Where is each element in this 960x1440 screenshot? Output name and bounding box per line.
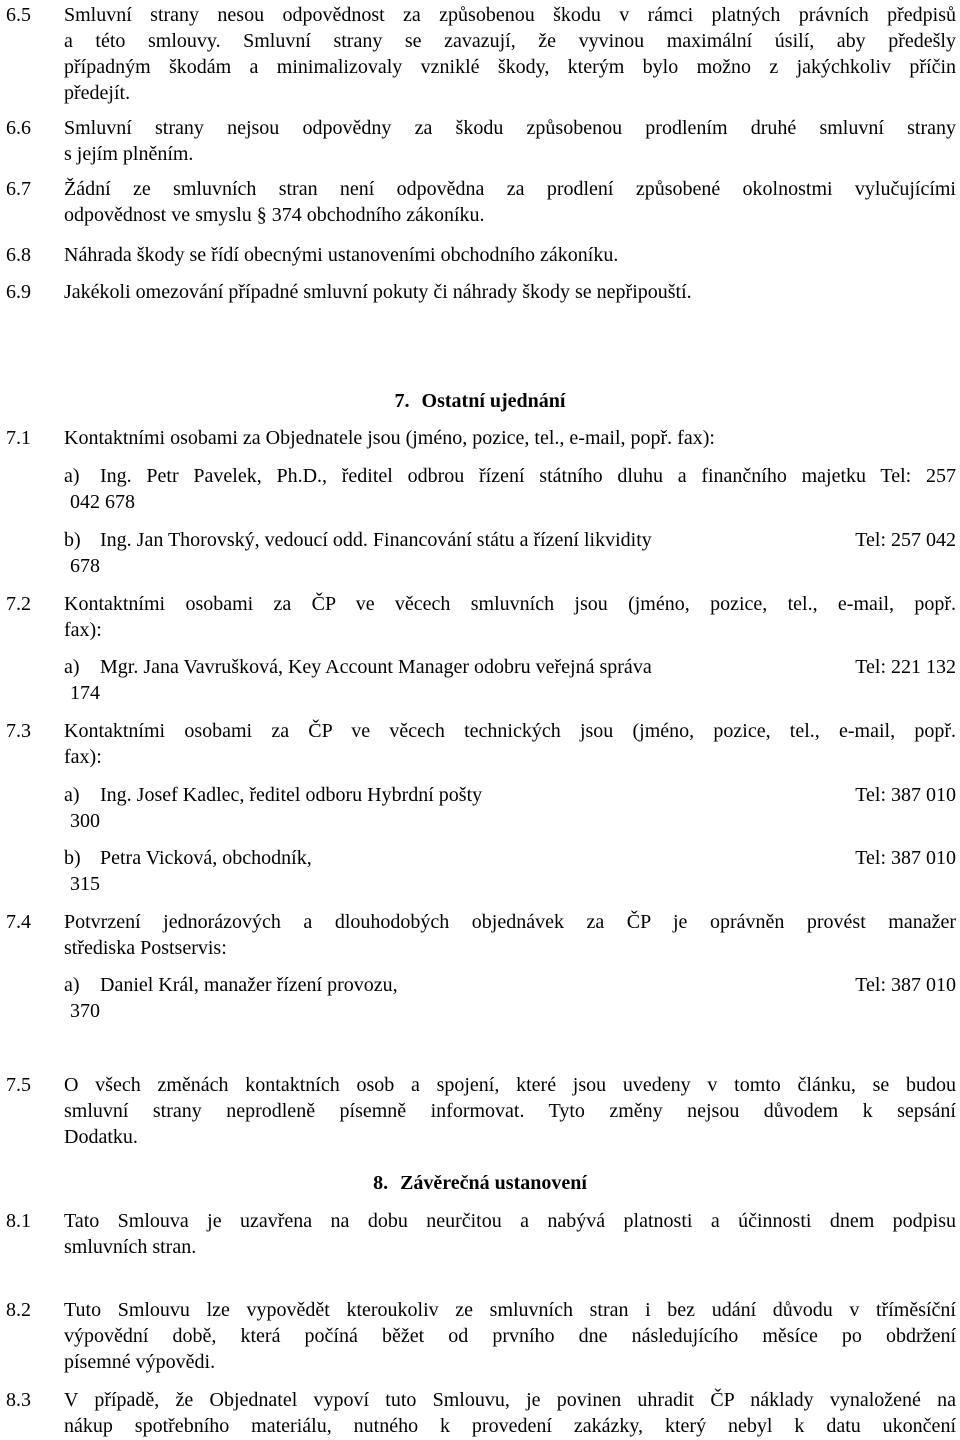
clause-number: 6.8	[6, 244, 31, 266]
clause-number: 6.5	[6, 4, 31, 26]
clause-text	[64, 2, 956, 106]
list-letter: b)	[64, 529, 81, 551]
clause-text: Jakékoli omezování případné smluvní pokuty či náhrady škody se nepřipouští.	[64, 281, 692, 303]
contact-name: Mgr. Jana Vavrušková, Key Account Manager odobru veřejná správa	[100, 656, 652, 678]
contact-phone: Tel: 221 132	[855, 656, 956, 678]
contact-phone: Tel: 387 010	[855, 847, 956, 869]
clause-number: 7.1	[6, 427, 31, 449]
contact-text	[100, 463, 956, 489]
text-line: Ing. Petr Pavelek, Ph.D., ředitel odbrou řízení státního dluhu a finančního majetku Tel: 257	[100, 465, 956, 487]
text-line: Smluvní strany nejsou odpovědny za škodu způsobenou prodlením druhé smluvní strany	[64, 117, 956, 139]
text-line: Potvrzení jednorázových a dlouhodobých objednávek za ČP je oprávněn provést manažer	[64, 911, 956, 933]
heading-title: Závěrečná ustanovení	[400, 1172, 587, 1194]
contact-continuation: 678	[70, 555, 100, 577]
contact-name: Daniel Král, manažer řízení provozu,	[100, 974, 398, 996]
text-line: s jejím plněním.	[64, 143, 194, 165]
text-line: písemné výpovědi.	[64, 1351, 216, 1373]
text-line: a této smlouvy. Smluvní strany se zavazují, že vyvinou maximální úsilí, aby předešly	[64, 30, 956, 52]
clause-text	[64, 718, 956, 770]
text-line: Kontaktními osobami za ČP ve věcech technických jsou (jméno, pozice, tel., e-mail, popř.	[64, 720, 956, 742]
text-line: Dodatku.	[64, 1126, 138, 1148]
text-line: Kontaktními osobami za ČP ve věcech smluvních jsou (jméno, pozice, tel., e-mail, popř.	[64, 593, 956, 615]
clause-text: Náhrada škody se řídí obecnými ustanoveními obchodního zákoníku.	[64, 244, 619, 266]
clause-number: 6.6	[6, 117, 31, 139]
list-letter: a)	[64, 784, 80, 806]
text-line: smluvních stran.	[64, 1236, 197, 1258]
clause-text	[64, 1387, 956, 1439]
contact-name: Ing. Jan Thorovský, vedoucí odd. Financování státu a řízení likvidity	[100, 529, 652, 551]
text-line: střediska Postservis:	[64, 937, 227, 959]
clause-text: Kontaktními osobami za Objednatele jsou (jméno, pozice, tel., e-mail, popř. fax):	[64, 427, 715, 449]
contact-name: Ing. Josef Kadlec, ředitel odboru Hybrdní pošty	[100, 784, 483, 806]
clause-text	[64, 176, 956, 228]
contact-name: Petra Vicková, obchodník,	[100, 847, 312, 869]
heading-number: 7.	[394, 390, 410, 412]
clause-text	[64, 591, 956, 643]
clause-text	[64, 115, 956, 167]
text-line: smluvní strany neprodleně písemně informovat. Tyto změny nejsou důvodem k sepsání	[64, 1100, 956, 1122]
clause-number: 6.9	[6, 281, 31, 303]
clause-number: 8.1	[6, 1210, 31, 1232]
list-letter: a)	[64, 465, 80, 487]
clause-text	[64, 1297, 956, 1375]
contact-continuation: 174	[70, 682, 100, 704]
clause-number: 7.4	[6, 911, 31, 933]
text-line: fax):	[64, 746, 102, 768]
heading-number: 8.	[373, 1172, 389, 1194]
clause-number: 8.3	[6, 1389, 31, 1411]
text-line: O všech změnách kontaktních osob a spojení, které jsou uvedeny v tomto článku, se budou	[64, 1074, 956, 1096]
section-heading-8	[0, 1170, 960, 1196]
contact-continuation: 042 678	[70, 491, 135, 513]
text-line: výpovědní době, která počíná běžet od prvního dne následujícího měsíce po obdržení	[64, 1325, 956, 1347]
contact-phone: Tel: 387 010	[855, 974, 956, 996]
clause-number: 8.2	[6, 1299, 31, 1321]
list-letter: a)	[64, 974, 80, 996]
list-letter: a)	[64, 656, 80, 678]
text-line: nákup spotřebního materiálu, nutného k provedení zakázky, který nebyl k datu ukončení	[64, 1415, 956, 1437]
text-line: předejít.	[64, 82, 131, 104]
text-line: odpovědnost ve smyslu § 374 obchodního zákoníku.	[64, 204, 485, 226]
section-heading-7	[0, 388, 960, 414]
text-line: Žádní ze smluvních stran není odpovědna za prodlení způsobené okolnostmi vylučujícími	[64, 178, 956, 200]
clause-number: 6.7	[6, 178, 31, 200]
contact-continuation: 315	[70, 873, 100, 895]
list-letter: b)	[64, 847, 81, 869]
contact-phone: Tel: 257 042	[855, 529, 956, 551]
text-line: fax):	[64, 619, 102, 641]
text-line: Smluvní strany nesou odpovědnost za způsobenou škodu v rámci platných právních předpisů	[64, 4, 956, 26]
text-line: Tato Smlouva je uzavřena na dobu neurčitou a nabývá platnosti a účinnosti dnem podpisu	[64, 1210, 956, 1232]
heading-title: Ostatní ujednání	[421, 390, 566, 412]
text-line: V případě, že Objednatel vypoví tuto Smlouvu, je povinen uhradit ČP náklady vynaložené na	[64, 1389, 956, 1411]
clause-number: 7.5	[6, 1074, 31, 1096]
clause-number: 7.3	[6, 720, 31, 742]
clause-text	[64, 1072, 956, 1150]
text-line: Tuto Smlouvu lze vypovědět kteroukoliv ze smluvních stran i bez udání důvodu v tříměsíční	[64, 1299, 956, 1321]
contact-continuation: 300	[70, 810, 100, 832]
clause-number: 7.2	[6, 593, 31, 615]
text-line: případným škodám a minimalizovaly vzniklé škody, kterým bylo možno z jakýchkoliv příčin	[64, 56, 956, 78]
clause-text	[64, 1208, 956, 1260]
contact-continuation: 370	[70, 1000, 100, 1022]
contact-phone: Tel: 387 010	[855, 784, 956, 806]
clause-text	[64, 909, 956, 961]
